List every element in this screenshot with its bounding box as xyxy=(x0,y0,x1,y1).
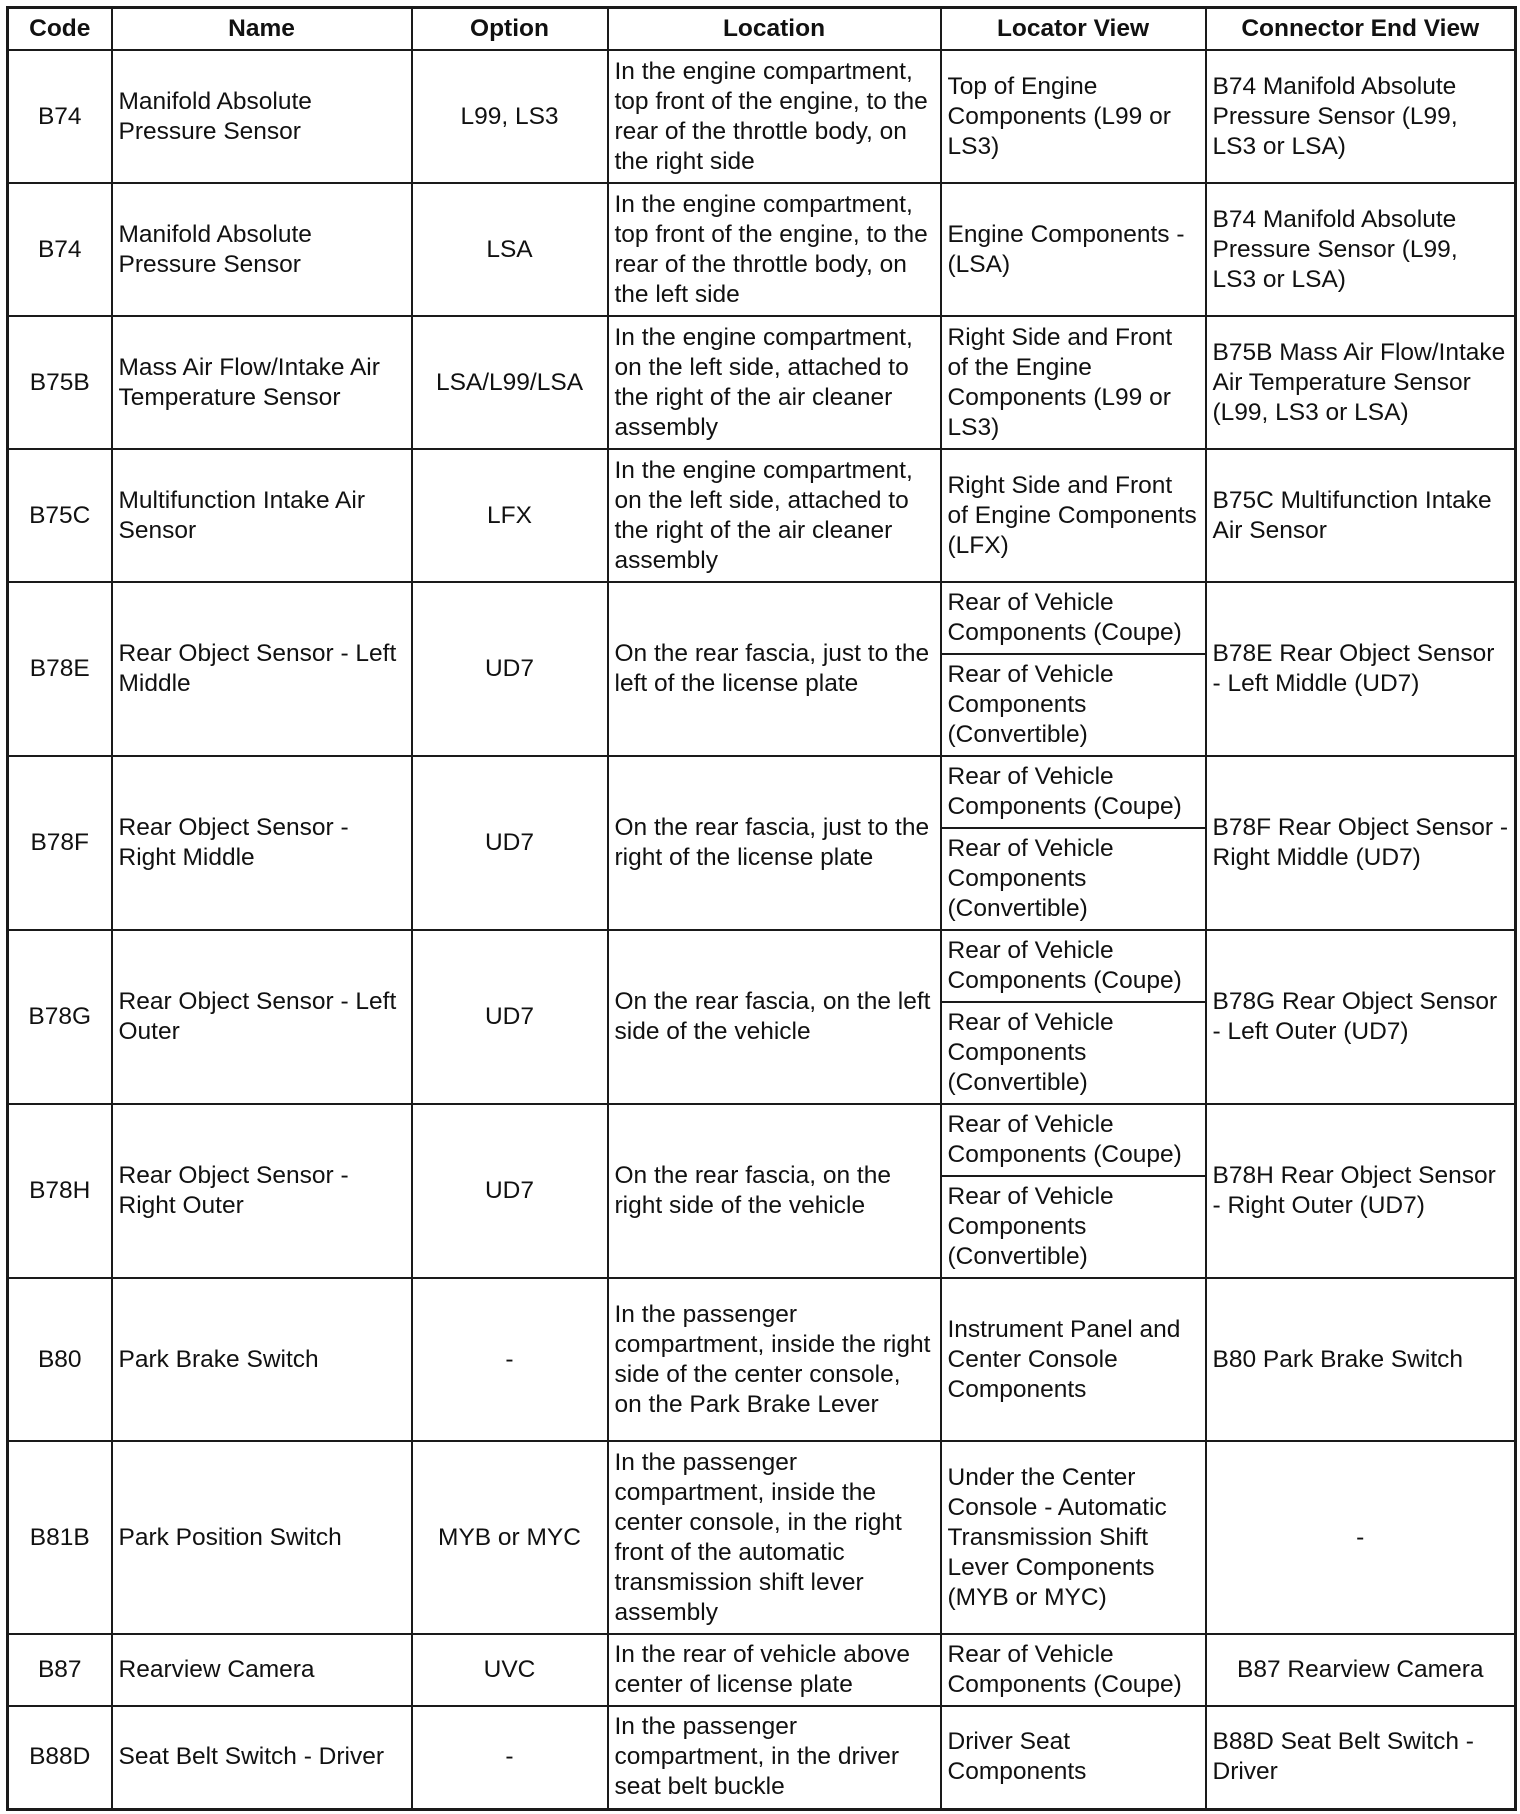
cell-location: In the engine compartment, on the left side, attached to the right of the air cleaner assembly xyxy=(608,449,941,582)
cell-option: LSA/L99/LSA xyxy=(412,316,608,449)
cell-locator-view-convertible: Rear of Vehicle Components (Convertible) xyxy=(941,1176,1206,1278)
cell-locator-view-convertible: Rear of Vehicle Components (Convertible) xyxy=(941,828,1206,930)
cell-name: Rearview Camera xyxy=(112,1634,412,1706)
table-row xyxy=(8,930,1516,1002)
cell-location: In the passenger compartment, in the driver seat belt buckle xyxy=(608,1706,941,1809)
cell-code: B78E xyxy=(8,582,112,756)
cell-name: Rear Object Sensor - Left Middle xyxy=(112,582,412,756)
cell-name: Park Brake Switch xyxy=(112,1278,412,1441)
table-row xyxy=(8,582,1516,654)
cell-name: Seat Belt Switch - Driver xyxy=(112,1706,412,1809)
cell-locator-view-convertible: Rear of Vehicle Components (Convertible) xyxy=(941,654,1206,756)
cell-option: UD7 xyxy=(412,582,608,756)
cell-option: UVC xyxy=(412,1634,608,1706)
cell-code: B78H xyxy=(8,1104,112,1278)
cell-code: B74 xyxy=(8,183,112,316)
header-location: Location xyxy=(608,8,941,51)
cell-location: On the rear fascia, on the left side of the vehicle xyxy=(608,930,941,1104)
cell-locator-view-coupe: Rear of Vehicle Components (Coupe) xyxy=(941,930,1206,1002)
cell-code: B78G xyxy=(8,930,112,1104)
cell-name: Rear Object Sensor - Right Outer xyxy=(112,1104,412,1278)
table-row xyxy=(8,316,1516,449)
cell-locator-view: Top of Engine Components (L99 or LS3) xyxy=(941,50,1206,183)
cell-location: On the rear fascia, just to the right of the license plate xyxy=(608,756,941,930)
cell-name: Rear Object Sensor - Left Outer xyxy=(112,930,412,1104)
cell-location: On the rear fascia, on the right side of the vehicle xyxy=(608,1104,941,1278)
header-locator-view: Locator View xyxy=(941,8,1206,51)
cell-name: Park Position Switch xyxy=(112,1441,412,1634)
table-row xyxy=(8,1104,1516,1176)
table-row xyxy=(8,183,1516,316)
cell-location: In the rear of vehicle above center of license plate xyxy=(608,1634,941,1706)
table-row xyxy=(8,1441,1516,1634)
cell-code: B74 xyxy=(8,50,112,183)
cell-location: In the engine compartment, on the left side, attached to the right of the air cleaner assembly xyxy=(608,316,941,449)
cell-name: Mass Air Flow/Intake Air Temperature Sensor xyxy=(112,316,412,449)
cell-locator-view: Right Side and Front of Engine Components (LFX) xyxy=(941,449,1206,582)
cell-option: LSA xyxy=(412,183,608,316)
cell-locator-view-coupe: Rear of Vehicle Components (Coupe) xyxy=(941,582,1206,654)
cell-location: In the engine compartment, top front of the engine, to the rear of the throttle body, on the right side xyxy=(608,50,941,183)
component-locator-table-container xyxy=(6,6,1514,1811)
cell-locator-view-coupe: Rear of Vehicle Components (Coupe) xyxy=(941,756,1206,828)
cell-connector-end-view: B78H Rear Object Sensor - Right Outer (UD7) xyxy=(1206,1104,1516,1278)
table-row xyxy=(8,50,1516,183)
cell-locator-view: Instrument Panel and Center Console Components xyxy=(941,1278,1206,1441)
cell-connector-end-view: B88D Seat Belt Switch - Driver xyxy=(1206,1706,1516,1809)
cell-option: UD7 xyxy=(412,756,608,930)
cell-location: In the passenger compartment, inside the right side of the center console, on the Park Brake Lever xyxy=(608,1278,941,1441)
cell-option: LFX xyxy=(412,449,608,582)
table-row xyxy=(8,449,1516,582)
cell-connector-end-view: B78F Rear Object Sensor - Right Middle (UD7) xyxy=(1206,756,1516,930)
cell-code: B75B xyxy=(8,316,112,449)
cell-locator-view: Rear of Vehicle Components (Coupe) xyxy=(941,1634,1206,1706)
cell-locator-view-convertible: Rear of Vehicle Components (Convertible) xyxy=(941,1002,1206,1104)
cell-option: UD7 xyxy=(412,930,608,1104)
table-row xyxy=(8,1706,1516,1809)
cell-connector-end-view: B74 Manifold Absolute Pressure Sensor (L99, LS3 or LSA) xyxy=(1206,183,1516,316)
cell-locator-view: Driver Seat Components xyxy=(941,1706,1206,1809)
cell-location: On the rear fascia, just to the left of the license plate xyxy=(608,582,941,756)
cell-connector-end-view: B75C Multifunction Intake Air Sensor xyxy=(1206,449,1516,582)
cell-connector-end-view: B74 Manifold Absolute Pressure Sensor (L99, LS3 or LSA) xyxy=(1206,50,1516,183)
cell-name: Multifunction Intake Air Sensor xyxy=(112,449,412,582)
cell-connector-end-view: B78E Rear Object Sensor - Left Middle (UD7) xyxy=(1206,582,1516,756)
cell-name: Manifold Absolute Pressure Sensor xyxy=(112,50,412,183)
cell-connector-end-view: B75B Mass Air Flow/Intake Air Temperature Sensor (L99, LS3 or LSA) xyxy=(1206,316,1516,449)
cell-location: In the engine compartment, top front of the engine, to the rear of the throttle body, on the left side xyxy=(608,183,941,316)
cell-connector-end-view: B87 Rearview Camera xyxy=(1206,1634,1516,1706)
cell-option: - xyxy=(412,1706,608,1809)
cell-code: B87 xyxy=(8,1634,112,1706)
cell-locator-view-coupe: Rear of Vehicle Components (Coupe) xyxy=(941,1104,1206,1176)
cell-code: B75C xyxy=(8,449,112,582)
cell-locator-view: Engine Components - (LSA) xyxy=(941,183,1206,316)
cell-connector-end-view: B80 Park Brake Switch xyxy=(1206,1278,1516,1441)
cell-code: B81B xyxy=(8,1441,112,1634)
cell-code: B80 xyxy=(8,1278,112,1441)
cell-connector-end-view: B78G Rear Object Sensor - Left Outer (UD7) xyxy=(1206,930,1516,1104)
cell-connector-end-view: - xyxy=(1206,1441,1516,1634)
header-name: Name xyxy=(112,8,412,51)
component-locator-table xyxy=(6,6,1517,1811)
cell-location: In the passenger compartment, inside the center console, in the right front of the automatic transmission shift lever assembly xyxy=(608,1441,941,1634)
cell-option: UD7 xyxy=(412,1104,608,1278)
cell-option: MYB or MYC xyxy=(412,1441,608,1634)
cell-locator-view: Under the Center Console - Automatic Transmission Shift Lever Components (MYB or MYC) xyxy=(941,1441,1206,1634)
cell-code: B88D xyxy=(8,1706,112,1809)
cell-locator-view: Right Side and Front of the Engine Components (L99 or LS3) xyxy=(941,316,1206,449)
cell-name: Manifold Absolute Pressure Sensor xyxy=(112,183,412,316)
table-row xyxy=(8,1278,1516,1441)
header-row xyxy=(8,8,1516,51)
header-option: Option xyxy=(412,8,608,51)
header-code: Code xyxy=(8,8,112,51)
table-row xyxy=(8,1634,1516,1706)
cell-option: - xyxy=(412,1278,608,1441)
cell-name: Rear Object Sensor - Right Middle xyxy=(112,756,412,930)
cell-option: L99, LS3 xyxy=(412,50,608,183)
cell-code: B78F xyxy=(8,756,112,930)
table-row xyxy=(8,756,1516,828)
header-connector-end-view: Connector End View xyxy=(1206,8,1516,51)
